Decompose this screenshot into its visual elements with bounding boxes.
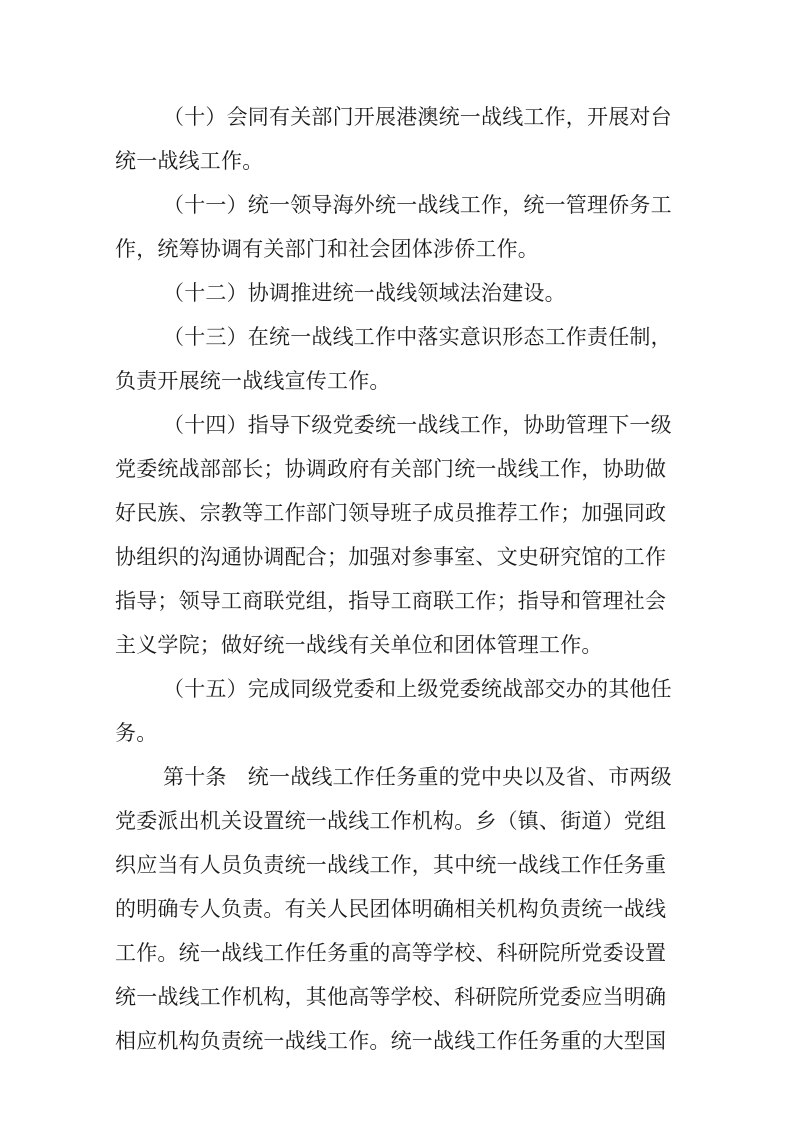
text-line: 的明确专人负责。有关人民团体明确相关机构负责统一战线 [115,897,667,921]
text-line: 好民族、宗教等工作部门领导班子成员推荐工作；加强同政 [115,501,667,525]
paragraph-item-12 [115,271,695,315]
text-line: 相应机构负责统一战线工作。统一战线工作任务重的大型国 [115,1029,667,1053]
paragraph-article-10 [115,755,695,1063]
text-line: （十四）指导下级党委统一战线工作，协助管理下一级 [163,413,672,437]
document-body [115,95,695,1063]
text-line: 统一战线工作机构，其他高等学校、科研院所党委应当明确 [115,985,667,1009]
text-line: 统一战线工作。 [115,149,264,173]
paragraph-item-13 [115,315,695,403]
paragraph-item-10 [115,95,695,183]
text-line: 作，统筹协调有关部门和社会团体涉侨工作。 [115,237,539,261]
paragraph-item-15 [115,667,695,755]
text-line: （十三）在统一战线工作中落实意识形态工作责任制， [163,325,672,349]
text-line: 主义学院；做好统一战线有关单位和团体管理工作。 [115,633,603,657]
text-line: （十二）协调推进统一战线领域法治建设。 [163,281,566,305]
text-line: 协组织的沟通协调配合；加强对参事室、文史研究馆的工作 [115,545,667,569]
text-line: （十一）统一领导海外统一战线工作，统一管理侨务工 [163,193,672,217]
text-line: 党委统战部部长；协调政府有关部门统一战线工作，协助做 [115,457,667,481]
text-line: 负责开展统一战线宣传工作。 [115,369,391,393]
text-line: （十）会同有关部门开展港澳统一战线工作，开展对台 [163,105,672,129]
text-line: 指导；领导工商联党组，指导工商联工作；指导和管理社会 [115,589,667,613]
text-line: （十五）完成同级党委和上级党委统战部交办的其他任 [163,677,672,701]
text-line: 党委派出机关设置统一战线工作机构。乡（镇、街道）党组 [115,809,667,833]
paragraph-item-11 [115,183,695,271]
paragraph-item-14 [115,403,695,667]
text-line: 第十条 统一战线工作任务重的党中央以及省、市两级 [163,765,672,789]
text-line: 务。 [115,721,158,745]
text-line: 工作。统一战线工作任务重的高等学校、科研院所党委设置 [115,941,667,965]
text-line: 织应当有人员负责统一战线工作，其中统一战线工作任务重 [115,853,667,877]
